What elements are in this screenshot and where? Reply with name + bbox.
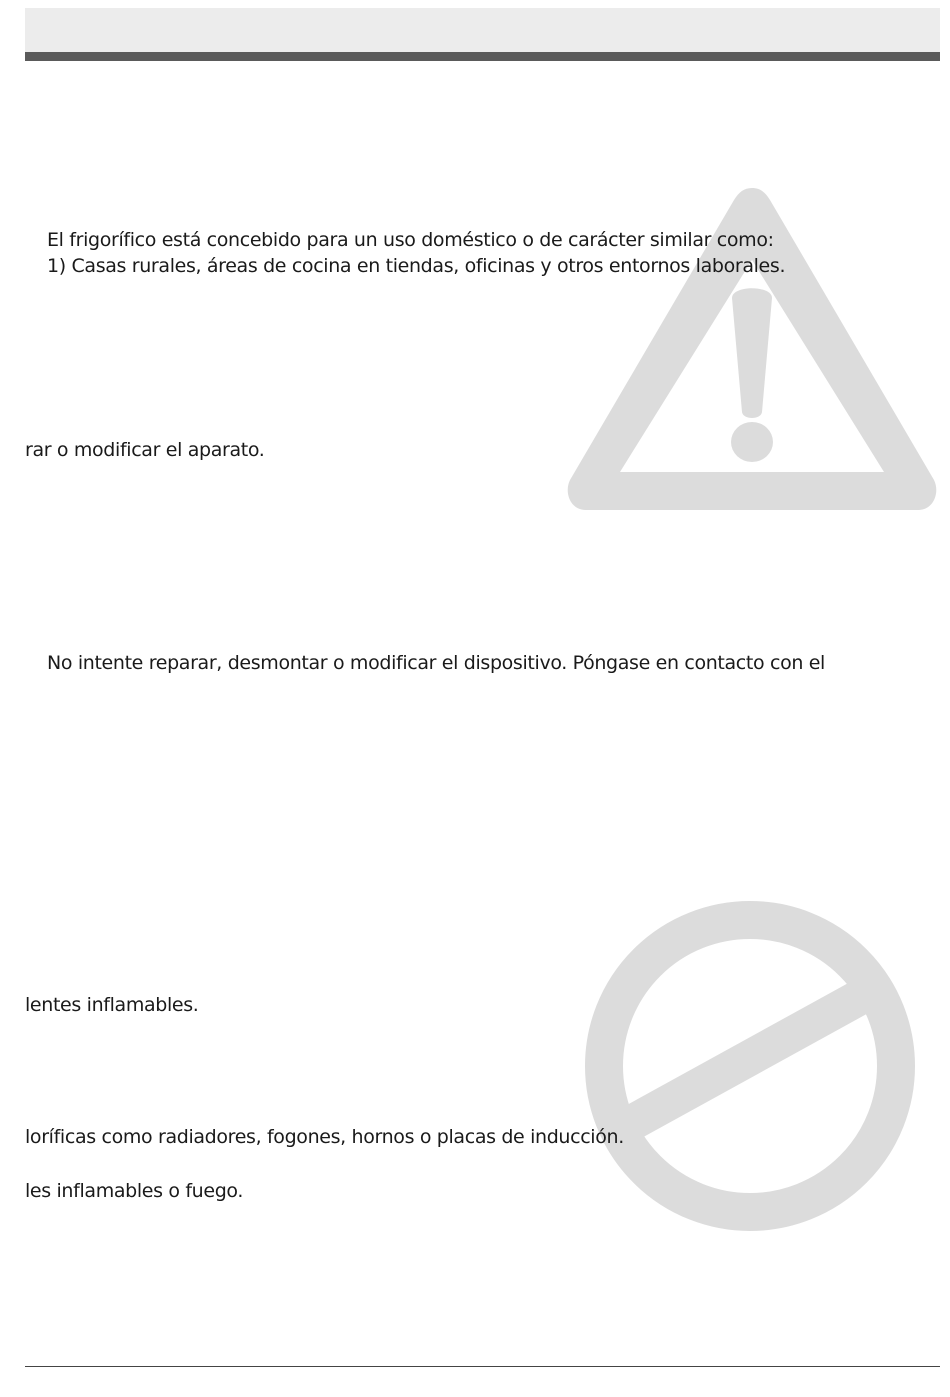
heat-sources-fragment-text: loríficas como radiadores, fogones, hornos o placas de inducción. (25, 1126, 624, 1148)
header-band (25, 8, 940, 52)
usage-intro-text: El frigorífico está concebido para un uso doméstico o de carácter similar como: (47, 229, 774, 251)
fire-fragment-text: les inflamables o fuego. (25, 1180, 244, 1202)
header-rule (25, 52, 940, 61)
prohibited-icon (584, 900, 916, 1232)
footer-rule (25, 1366, 940, 1367)
repair-warning-text: No intente reparar, desmontar o modificar el dispositivo. Póngase en contacto con el (47, 652, 825, 674)
usage-item-1-text: 1) Casas rurales, áreas de cocina en tiendas, oficinas y otros entornos laborales. (47, 255, 786, 277)
flammable-fragment-text: lentes inflamables. (25, 994, 199, 1016)
repair-fragment-text: rar o modificar el aparato. (25, 439, 265, 461)
